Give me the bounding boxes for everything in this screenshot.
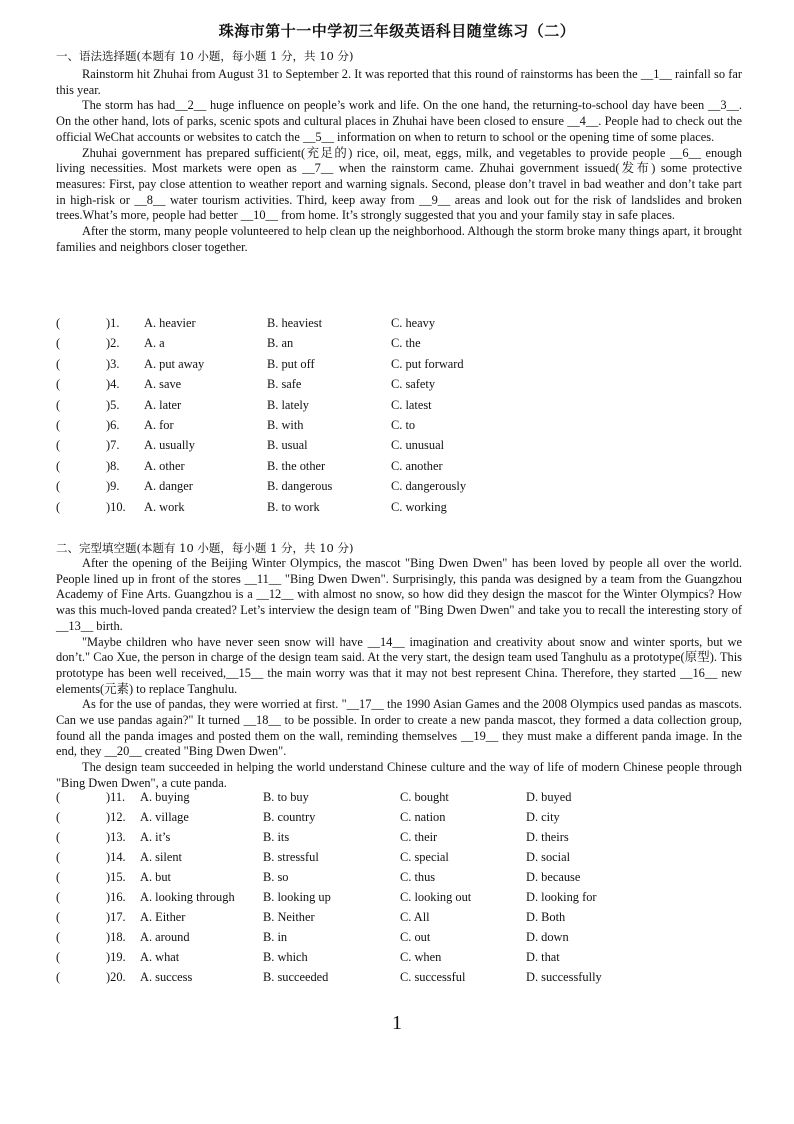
option-a: A. what xyxy=(140,950,180,964)
option-a: A. but xyxy=(140,870,171,884)
question-number: )14. xyxy=(106,850,126,864)
question-number: )3. xyxy=(106,356,120,371)
question-number: )11. xyxy=(106,790,126,804)
option-c: C. to xyxy=(391,418,416,432)
option-d: D. because xyxy=(526,870,581,884)
answer-blank: ( xyxy=(56,870,61,884)
option-c: C. successful xyxy=(400,970,466,984)
question-row xyxy=(56,398,746,417)
option-b: B. looking up xyxy=(263,890,331,904)
question-row xyxy=(56,810,746,829)
option-a: A. village xyxy=(140,810,189,824)
option-d: D. buyed xyxy=(526,790,572,804)
option-c: C. when xyxy=(400,950,442,964)
question-row xyxy=(56,479,746,498)
question-row xyxy=(56,500,746,519)
question-row xyxy=(56,316,746,335)
option-b: B. succeeded xyxy=(263,970,329,984)
section-2-heading: 二、完型填空题(本题有 10 小题，每小题 1 分，共 10 分) xyxy=(56,541,354,555)
question-number: )6. xyxy=(106,418,120,432)
question-row xyxy=(56,950,746,969)
option-a: A. success xyxy=(140,970,193,984)
question-number: )2. xyxy=(106,336,120,351)
option-d: D. looking for xyxy=(526,890,597,904)
option-d: D. city xyxy=(526,810,560,824)
passage-paragraph: After the opening of the Beijing Winter Olympics, the mascot "Bing Dwen Dwen" has been loved by people all over the world. People lined up in front of the stores __11__ "Bing Dwen Dwen". Surprisingly, this panda was designed by a team from the Guangzhou Academy of Fine Arts. Guangzhou is a __12__ with almost no snow, so how did they design the mascot for the Winter Olympics? How was this much-loved panda created? Let’s interview the design team of "Bing Dwen Dwen" and take you to recall the interesting story of __13__ birth. xyxy=(56,556,742,633)
option-b: B. with xyxy=(267,418,304,432)
answer-blank: ( xyxy=(56,336,61,351)
question-number: )5. xyxy=(106,397,120,412)
option-b: B. an xyxy=(267,336,294,351)
question-number: )12. xyxy=(106,810,126,824)
answer-blank: ( xyxy=(56,316,61,330)
section-1-heading: 一、语法选择题(本题有 10 小题，每小题 1 分，共 10 分) xyxy=(56,49,354,63)
answer-blank: ( xyxy=(56,458,61,473)
question-number: )17. xyxy=(106,910,126,924)
question-row xyxy=(56,970,746,989)
option-c: C. bought xyxy=(400,790,449,804)
option-a: A. work xyxy=(144,499,185,514)
question-row xyxy=(56,418,746,437)
option-b: B. stressful xyxy=(263,850,319,864)
option-c: C. special xyxy=(400,850,449,864)
option-b: B. the other xyxy=(267,458,326,473)
option-b: B. lately xyxy=(267,397,309,412)
question-number: )18. xyxy=(106,930,126,944)
answer-blank: ( xyxy=(56,377,61,392)
question-number: )8. xyxy=(106,458,120,473)
option-a: A. looking through xyxy=(140,890,235,904)
passage-paragraph: Zhuhai government has prepared sufficient(充足的) rice, oil, meat, eggs, milk, and vegetables to provide people __6__ enough living necessities. Most markets were open as __7__ when the rainstorm came. Zhuhai government issued(发布) some protective measures: First, pay close attention to weather report and warning signals. Second, please don’t travel in bad weather and don’t take part in high-risk or __8__ water tourism activities. Third, keep away from __9__ areas and look out for the risk of landslides and broken trees.What’s more, people had better __10__ from home. It’s strongly suggested that you and your family stay in safe places. xyxy=(56,145,742,223)
option-a: A. a xyxy=(144,336,165,351)
option-a: A. danger xyxy=(144,479,193,494)
question-number: )1. xyxy=(106,316,120,330)
option-a: A. Either xyxy=(140,910,186,924)
option-c: C. nation xyxy=(400,810,446,824)
question-row xyxy=(56,377,746,396)
question-row xyxy=(56,790,746,809)
option-d: D. successfully xyxy=(526,970,602,984)
question-number: )10. xyxy=(106,499,126,514)
page-number: 1 xyxy=(392,1012,402,1034)
option-a: A. around xyxy=(140,930,190,944)
option-a: A. put away xyxy=(144,356,205,371)
answer-blank: ( xyxy=(56,970,61,984)
option-b: B. usual xyxy=(267,438,308,453)
answer-blank: ( xyxy=(56,479,61,494)
question-row xyxy=(56,890,746,909)
question-number: )19. xyxy=(106,950,126,964)
answer-blank: ( xyxy=(56,890,61,904)
option-a: A. heavier xyxy=(144,316,196,330)
question-number: )20. xyxy=(106,970,126,984)
option-c: C. put forward xyxy=(391,356,464,371)
option-d: D. that xyxy=(526,950,560,964)
answer-blank: ( xyxy=(56,930,61,944)
option-b: B. dangerous xyxy=(267,479,333,494)
option-a: A. usually xyxy=(144,438,195,453)
answer-blank: ( xyxy=(56,418,61,432)
question-row xyxy=(56,459,746,478)
option-c: C. heavy xyxy=(391,316,436,330)
option-c: C. out xyxy=(400,930,431,944)
passage-paragraph: After the storm, many people volunteered to help clean up the neighborhood. Although the storm broke many things apart, it brought families and neighbors closer together. xyxy=(56,224,742,254)
option-a: A. save xyxy=(144,377,182,392)
answer-blank: ( xyxy=(56,910,61,924)
passage-paragraph: The storm has had__2__ huge influence on people’s work and life. On the one hand, the returning-to-school day have been __3__. On the other hand, lots of parks, scenic spots and cultural places in Zhuhai have been closed to ensure __4__. People had to check out the official WeChat accounts or websites to catch the __5__ information on when to return to school or the opening time of some places. xyxy=(56,98,742,144)
answer-blank: ( xyxy=(56,810,61,824)
option-d: D. social xyxy=(526,850,571,864)
option-b: B. to work xyxy=(267,499,320,514)
question-row xyxy=(56,910,746,929)
passage-paragraph: The design team succeeded in helping the world understand Chinese culture and the way of life of modern Chinese people through "Bing Dwen Dwen", a cute panda. xyxy=(56,760,742,790)
option-b: B. put off xyxy=(267,356,315,371)
option-b: B. its xyxy=(263,830,290,844)
option-a: A. it’s xyxy=(140,830,171,844)
option-c: C. All xyxy=(400,910,430,924)
question-row xyxy=(56,930,746,949)
option-c: C. safety xyxy=(391,377,436,392)
answer-blank: ( xyxy=(56,950,61,964)
option-c: C. working xyxy=(391,499,447,514)
option-c: C. thus xyxy=(400,870,436,884)
question-row xyxy=(56,830,746,849)
option-b: B. in xyxy=(263,930,288,944)
option-a: A. for xyxy=(144,418,174,432)
option-b: B. to buy xyxy=(263,790,309,804)
section-1-passage xyxy=(56,67,742,255)
answer-blank: ( xyxy=(56,438,61,453)
question-number: )15. xyxy=(106,870,126,884)
passage-paragraph: Rainstorm hit Zhuhai from August 31 to September 2. It was reported that this round of rainstorms has been the __1__ rainfall so far this year. xyxy=(56,67,742,97)
option-b: B. country xyxy=(263,810,316,824)
option-c: C. looking out xyxy=(400,890,472,904)
question-row xyxy=(56,870,746,889)
option-c: C. latest xyxy=(391,397,432,412)
question-row xyxy=(56,438,746,457)
option-a: A. other xyxy=(144,458,185,473)
question-number: )16. xyxy=(106,890,126,904)
option-a: A. buying xyxy=(140,790,190,804)
option-c: C. dangerously xyxy=(391,479,467,494)
option-d: D. Both xyxy=(526,910,566,924)
option-b: B. so xyxy=(263,870,289,884)
option-c: C. another xyxy=(391,458,443,473)
option-b: B. Neither xyxy=(263,910,315,924)
question-number: )9. xyxy=(106,479,120,494)
option-c: C. unusual xyxy=(391,438,445,453)
option-b: B. which xyxy=(263,950,308,964)
answer-blank: ( xyxy=(56,830,61,844)
answer-blank: ( xyxy=(56,850,61,864)
option-d: D. theirs xyxy=(526,830,569,844)
passage-paragraph: "Maybe children who have never seen snow will have __14__ imagination and creativity about snow and winter sports, but we don’t." Cao Xue, the person in charge of the design team said. At the very start, the design team used Tanghulu as a prototype(原型). This prototype has been well received,__15__ the main worry was that it may not best represent China. Therefore, they started __16__ new elements(元素) to replace Tanghulu. xyxy=(56,634,742,696)
option-d: D. down xyxy=(526,930,569,944)
answer-blank: ( xyxy=(56,397,61,412)
option-c: C. the xyxy=(391,336,421,351)
option-a: A. later xyxy=(144,397,182,412)
question-row xyxy=(56,336,746,355)
option-b: B. heaviest xyxy=(267,316,323,330)
answer-blank: ( xyxy=(56,356,61,371)
option-b: B. safe xyxy=(267,377,302,392)
page-title: 珠海市第十一中学初三年级英语科目随堂练习（二） xyxy=(218,22,576,40)
section-2-passage xyxy=(56,556,742,792)
question-row xyxy=(56,357,746,376)
option-a: A. silent xyxy=(140,850,182,864)
answer-blank: ( xyxy=(56,790,61,804)
question-row xyxy=(56,850,746,869)
passage-paragraph: As for the use of pandas, they were worried at first. "__17__ the 1990 Asian Games and the 2008 Olympics used pandas as mascots. Can we use pandas again?" It turned __18__ to be possible. In order to create a new panda mascot, they formed a data collection group, found all the panda images and posted them on the wall, reminding themselves __19__ they must make a different panda image. In the end, they __20__ created "Bing Dwen Dwen". xyxy=(56,697,742,759)
option-c: C. their xyxy=(400,830,438,844)
question-number: )13. xyxy=(106,830,126,844)
answer-blank: ( xyxy=(56,499,61,514)
question-number: )4. xyxy=(106,377,120,392)
question-number: )7. xyxy=(106,438,120,453)
